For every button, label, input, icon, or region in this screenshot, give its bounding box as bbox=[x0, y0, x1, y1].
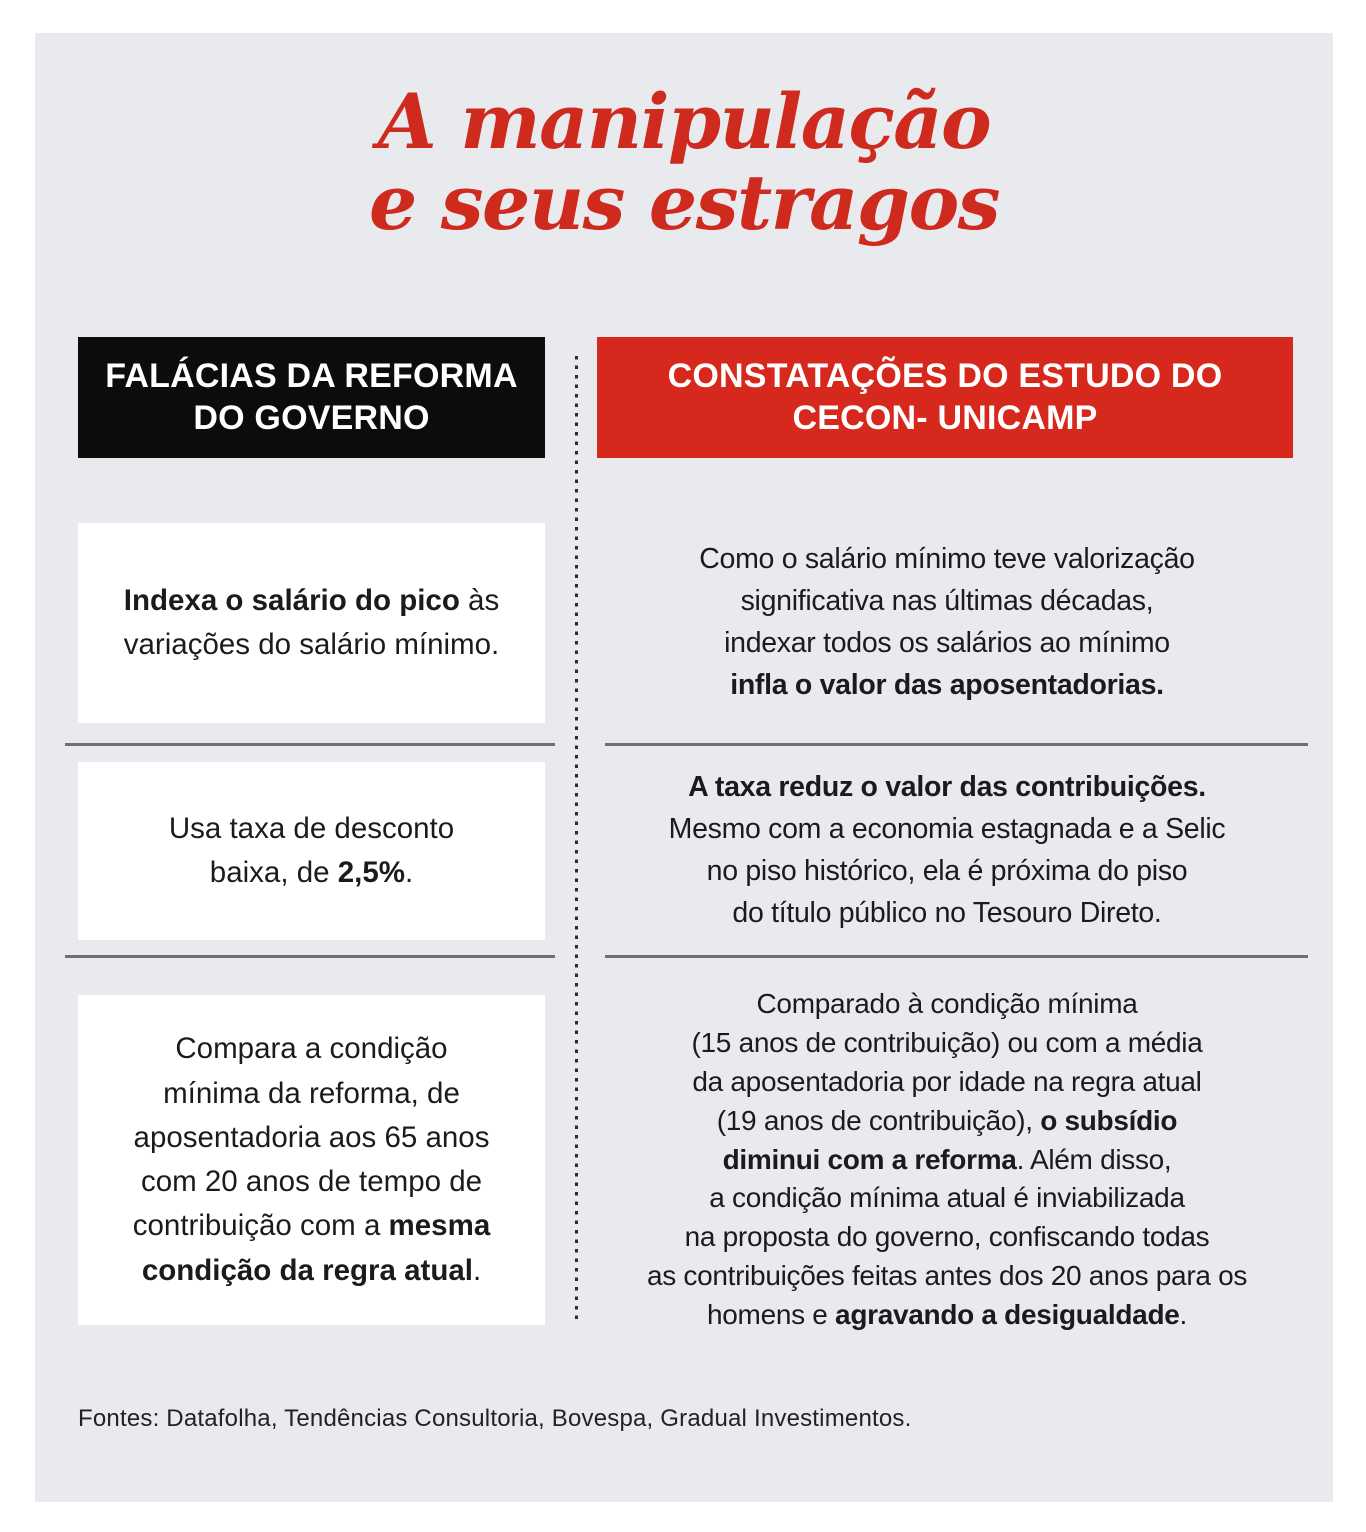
fallacy-card bbox=[78, 523, 545, 723]
sources-footnote: Fontes: Datafolha, Tendências Consultoria, Bovespa, Gradual Investimentos. bbox=[78, 1405, 912, 1432]
fallacy-card bbox=[78, 762, 545, 940]
finding-cell bbox=[597, 523, 1297, 723]
fallacy-text: Usa taxa de desconto baixa, de 2,5%. bbox=[168, 811, 455, 889]
right-column-header bbox=[597, 337, 1293, 458]
finding-cell bbox=[597, 987, 1297, 1331]
comparison-row-indexation bbox=[35, 523, 1333, 723]
left-column-header-label: FALÁCIAS DA REFORMA DO GOVERNO bbox=[105, 357, 518, 437]
row-divider-right bbox=[605, 955, 1308, 958]
background-panel bbox=[35, 33, 1333, 1502]
row-divider-right bbox=[605, 743, 1308, 746]
page-title bbox=[35, 77, 1333, 248]
finding-text: Comparado à condição mínima (15 anos de contribuição) ou com a média da aposentadoria por idade na regra atual (19 anos de contribuição), o subsídio diminui com a reforma. Além disso, a condição mínima atual é inviabilizada na proposta do governo, confiscando todas as contribuições feitas antes dos 20 anos para os homens e agravando a desigualdade. bbox=[646, 987, 1248, 1331]
right-column-header-label: CONSTATAÇÕES DO ESTUDO DO CECON- UNICAMP bbox=[667, 357, 1223, 437]
finding-text: Como o salário mínimo teve valorização significativa nas últimas décadas, indexar todos os salários ao mínimo infla o valor das aposentadorias. bbox=[699, 543, 1195, 701]
finding-cell bbox=[597, 762, 1297, 940]
page-title-line1: A manipulação bbox=[377, 77, 991, 166]
fallacy-text: Compara a condição mínima da reforma, de aposentadoria aos 65 anos com 20 anos de tempo de contribuição com a mesma condição da regra atual. bbox=[132, 1032, 491, 1287]
comparison-row-discount-rate bbox=[35, 762, 1333, 940]
page-title-line2: e seus estragos bbox=[368, 158, 1000, 248]
row-divider-left bbox=[65, 743, 555, 746]
fallacy-text: Indexa o salário do pico às variações do salário mínimo. bbox=[123, 583, 500, 661]
fallacy-card bbox=[78, 995, 545, 1325]
row-divider-left bbox=[65, 955, 555, 958]
finding-text: A taxa reduz o valor das contribuições. Mesmo com a economia estagnada e a Selic no piso histórico, ela é próxima do piso do título público no Tesouro Direto. bbox=[668, 771, 1226, 929]
left-column-header bbox=[78, 337, 545, 458]
comparison-row-minimum-condition bbox=[35, 987, 1333, 1331]
